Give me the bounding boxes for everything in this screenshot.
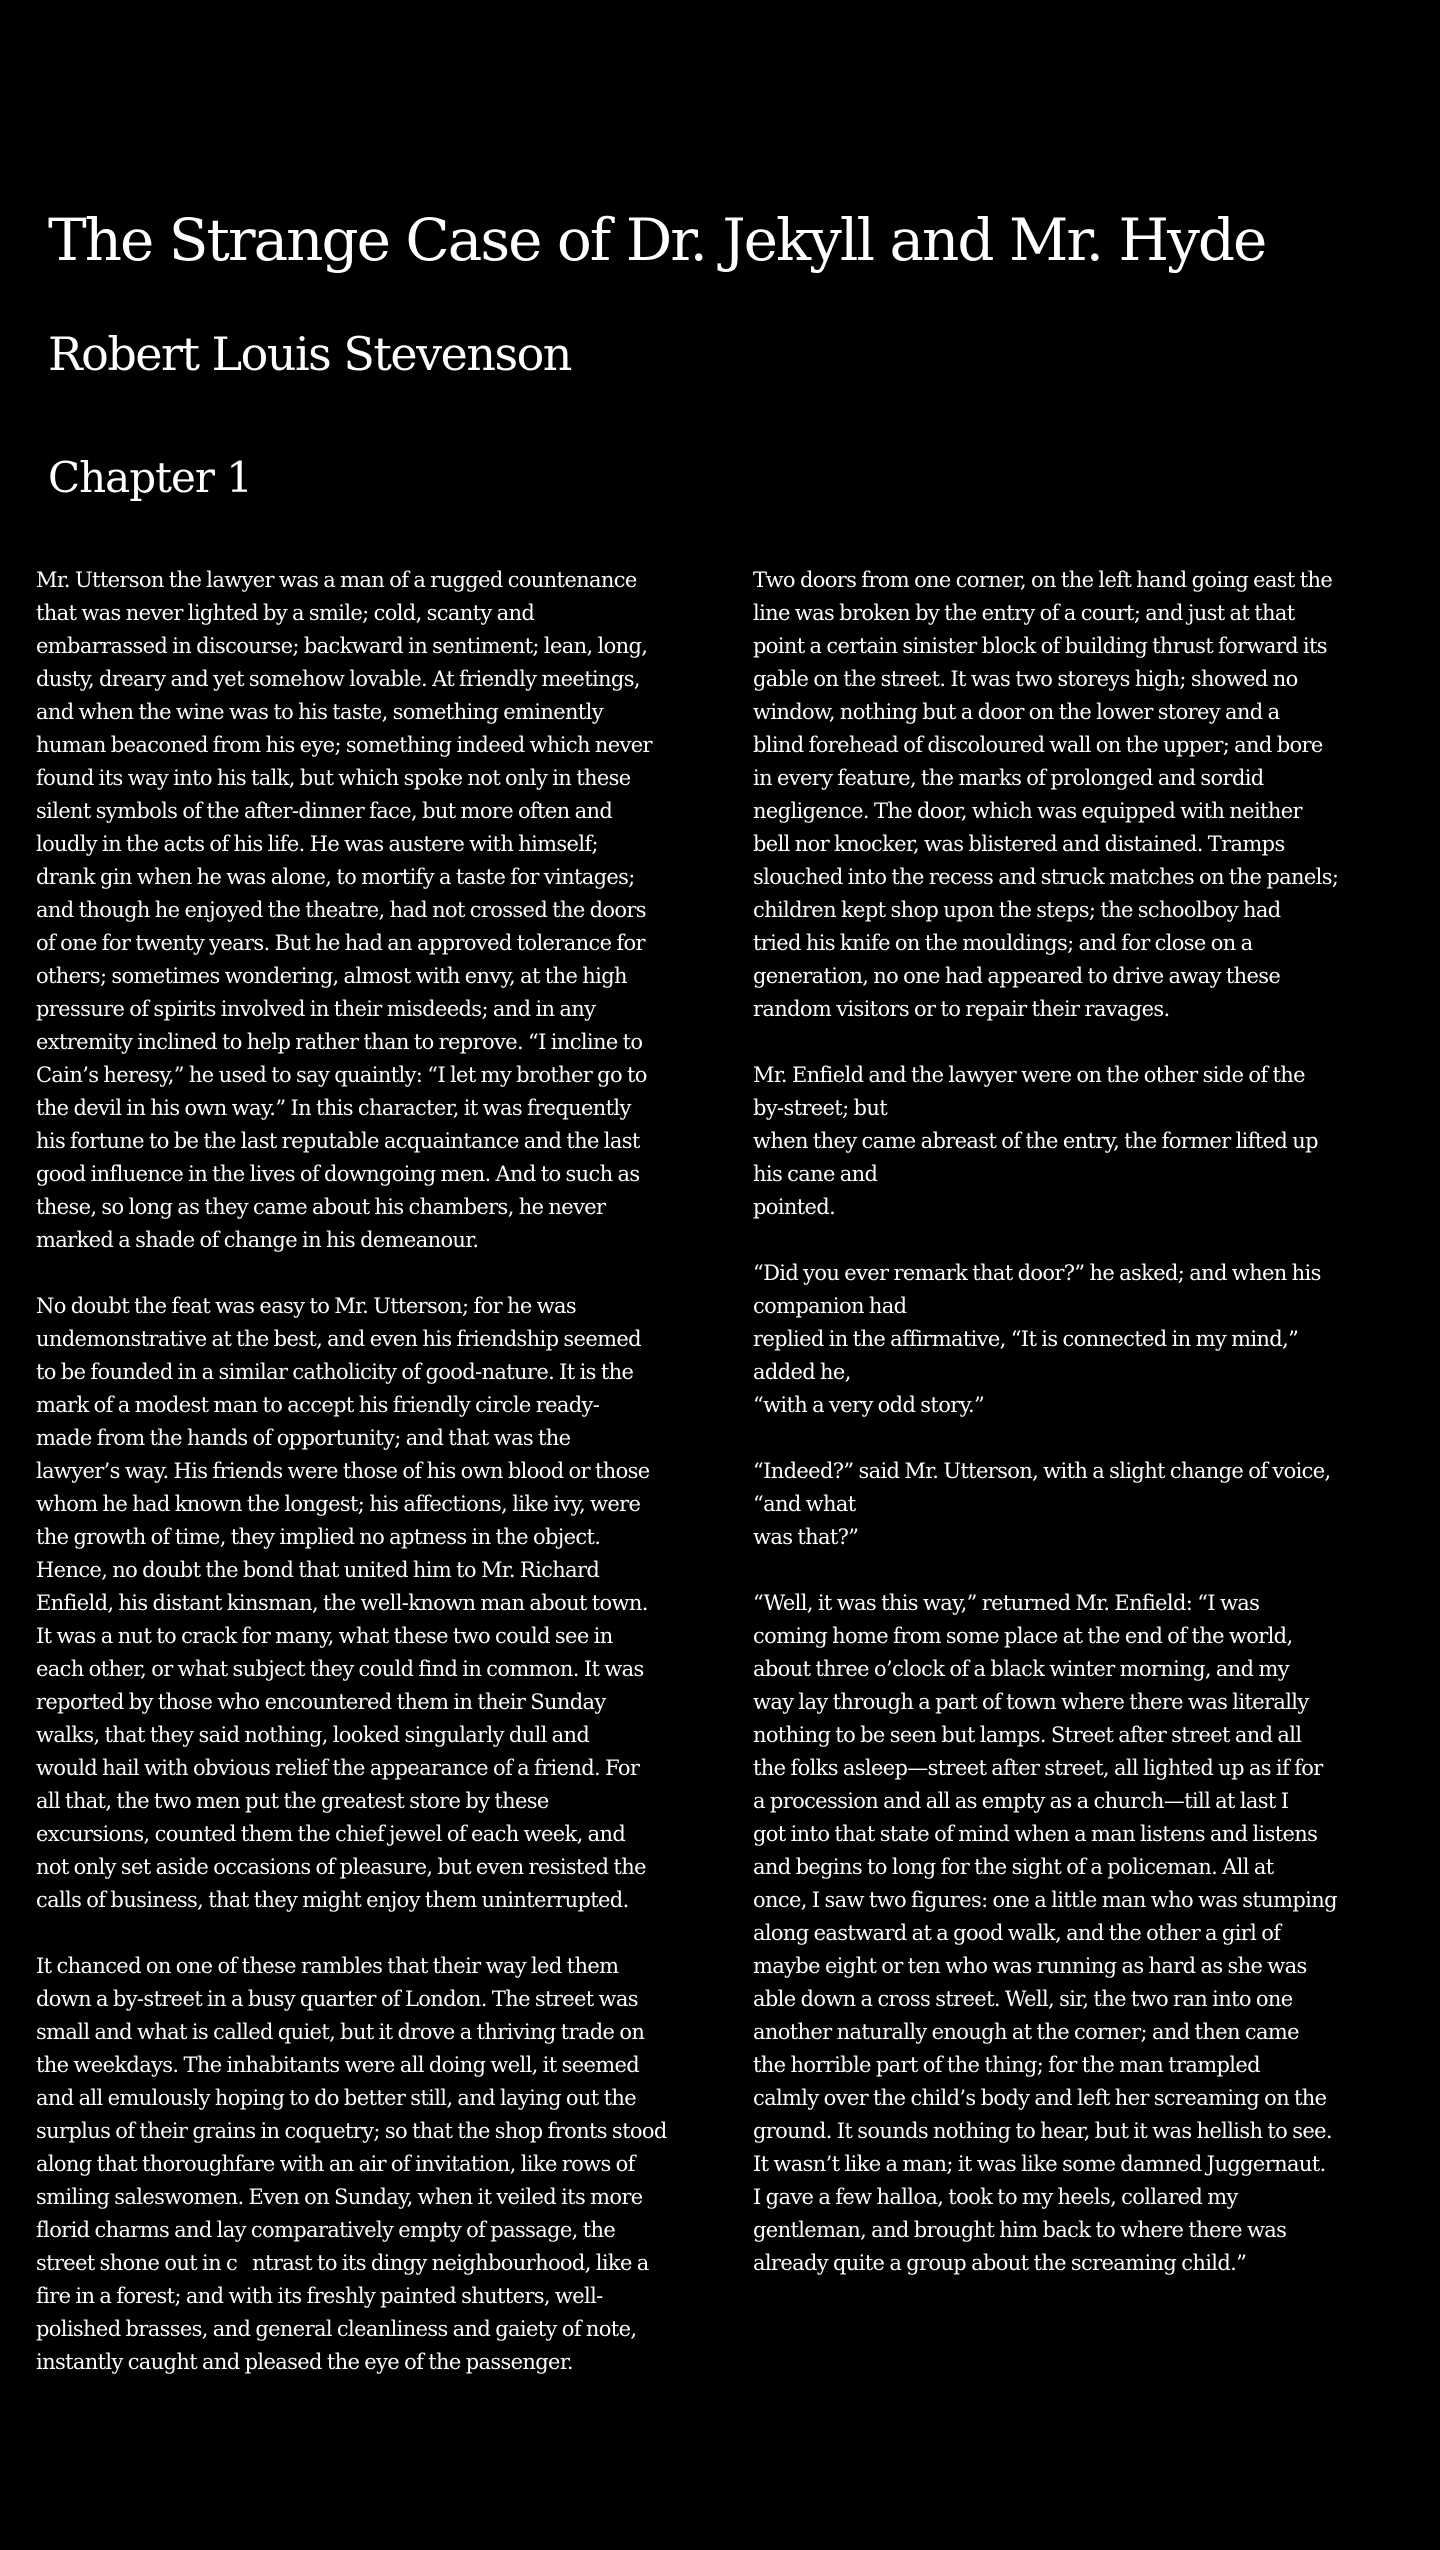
text-line: bell nor knocker, was blistered and distained. Tramps <box>753 832 1285 856</box>
paragraph <box>753 1587 1440 2280</box>
text-line: along eastward at a good walk, and the other a girl of <box>753 1921 1281 1945</box>
text-line: “Well, it was this way,” returned Mr. Enfield: “I was <box>753 1591 1260 1615</box>
text-line: Cain’s heresy,” he used to say quaintly: “I let my brother go to <box>36 1063 647 1087</box>
text-line: street shone out in c ntrast to its dingy neighbourhood, like a <box>36 2251 649 2275</box>
text-line: added he, <box>753 1360 851 1384</box>
text-line: coming home from some place at the end of the world, <box>753 1624 1293 1648</box>
text-line: polished brasses, and general cleanliness and gaiety of note, <box>36 2317 637 2341</box>
text-line: his cane and <box>753 1162 878 1186</box>
text-line: fire in a forest; and with its freshly painted shutters, well- <box>36 2284 603 2308</box>
text-line: the devil in his own way.” In this character, it was frequently <box>36 1096 631 1120</box>
text-line: random visitors or to repair their ravages. <box>753 997 1170 1021</box>
paragraph <box>753 564 1440 1026</box>
text-line: excursions, counted them the chief jewel of each week, and <box>36 1822 626 1846</box>
text-line: calls of business, that they might enjoy them uninterrupted. <box>36 1888 629 1912</box>
text-line: tried his knife on the mouldings; and for close on a <box>753 931 1253 955</box>
text-line: and when the wine was to his taste, something eminently <box>36 700 603 724</box>
text-line: undemonstrative at the best, and even his friendship seemed <box>36 1327 641 1351</box>
text-line: got into that state of mind when a man listens and listens <box>753 1822 1318 1846</box>
text-line: It chanced on one of these rambles that their way led them <box>36 1954 619 1978</box>
text-line: florid charms and lay comparatively empty of passage, the <box>36 2218 616 2242</box>
text-line: about three o’clock of a black winter morning, and my <box>753 1657 1289 1681</box>
text-line: found its way into his talk, but which spoke not only in these <box>36 766 631 790</box>
text-line: the weekdays. The inhabitants were all doing well, it seemed <box>36 2053 640 2077</box>
text-line: silent symbols of the after-dinner face, but more often and <box>36 799 613 823</box>
text-line: nothing to be seen but lamps. Street after street and all <box>753 1723 1302 1747</box>
text-line: marked a shade of change in his demeanour. <box>36 1228 479 1252</box>
text-line: his fortune to be the last reputable acquaintance and the last <box>36 1129 640 1153</box>
text-line: “with a very odd story.” <box>753 1393 985 1417</box>
chapter-heading: Chapter 1 <box>48 453 252 502</box>
text-line: Mr. Utterson the lawyer was a man of a rugged countenance <box>36 568 637 592</box>
text-line: maybe eight or ten who was running as hard as she was <box>753 1954 1307 1978</box>
paragraph <box>753 1257 1440 1422</box>
right-text-column <box>753 564 1440 2313</box>
text-line: walks, that they said nothing, looked singularly dull and <box>36 1723 590 1747</box>
text-line: It wasn’t like a man; it was like some damned Juggernaut. <box>753 2152 1326 2176</box>
text-line: “and what <box>753 1492 856 1516</box>
text-line: by-street; but <box>753 1096 888 1120</box>
text-line: to be founded in a similar catholicity of good-nature. It is the <box>36 1360 634 1384</box>
text-line: along that thoroughfare with an air of invitation, like rows of <box>36 2152 635 2176</box>
paragraph <box>753 1455 1440 1554</box>
text-line: small and what is called quiet, but it drove a thriving trade on <box>36 2020 645 2044</box>
book-title: The Strange Case of Dr. Jekyll and Mr. Hyde <box>48 206 1266 274</box>
text-line: and begins to long for the sight of a policeman. All at <box>753 1855 1274 1879</box>
text-line: the horrible part of the thing; for the man trampled <box>753 2053 1260 2077</box>
text-line: lawyer’s way. His friends were those of his own blood or those <box>36 1459 650 1483</box>
text-line: pointed. <box>753 1195 836 1219</box>
text-line: window, nothing but a door on the lower storey and a <box>753 700 1280 724</box>
text-line: not only set aside occasions of pleasure, but even resisted the <box>36 1855 646 1879</box>
text-line: and though he enjoyed the theatre, had not crossed the doors <box>36 898 646 922</box>
text-line: another naturally enough at the corner; and then came <box>753 2020 1299 2044</box>
text-line: able down a cross street. Well, sir, the two ran into one <box>753 1987 1293 2011</box>
left-text-column <box>36 564 724 2412</box>
text-line: “Indeed?” said Mr. Utterson, with a slight change of voice, <box>753 1459 1331 1483</box>
text-line: smiling saleswomen. Even on Sunday, when it veiled its more <box>36 2185 643 2209</box>
text-line: in every feature, the marks of prolonged and sordid <box>753 766 1264 790</box>
text-line: all that, the two men put the greatest store by these <box>36 1789 549 1813</box>
text-line: Mr. Enfield and the lawyer were on the other side of the <box>753 1063 1305 1087</box>
paragraph <box>36 564 724 1257</box>
text-line: of one for twenty years. But he had an approved tolerance for <box>36 931 645 955</box>
text-line: pressure of spirits involved in their misdeeds; and in any <box>36 997 596 1021</box>
text-line: extremity inclined to help rather than to reprove. “I incline to <box>36 1030 643 1054</box>
text-line: Enfield, his distant kinsman, the well-known man about town. <box>36 1591 648 1615</box>
text-line: would hail with obvious relief the appearance of a friend. For <box>36 1756 640 1780</box>
text-line: made from the hands of opportunity; and that was the <box>36 1426 571 1450</box>
text-line: ground. It sounds nothing to hear, but it was hellish to see. <box>753 2119 1332 2143</box>
text-line: “Did you ever remark that door?” he asked; and when his <box>753 1261 1321 1285</box>
text-line: reported by those who encountered them in their Sunday <box>36 1690 606 1714</box>
text-line: Hence, no doubt the bond that united him to Mr. Richard <box>36 1558 600 1582</box>
text-line: surplus of their grains in coquetry; so that the shop fronts stood <box>36 2119 667 2143</box>
text-line: children kept shop upon the steps; the schoolboy had <box>753 898 1281 922</box>
text-line: Two doors from one corner, on the left hand going east the <box>753 568 1333 592</box>
text-line: each other, or what subject they could find in common. It was <box>36 1657 644 1681</box>
text-line: the folks asleep—street after street, all lighted up as if for <box>753 1756 1323 1780</box>
text-line: negligence. The door, which was equipped with neither <box>753 799 1302 823</box>
paragraph <box>36 1290 724 1917</box>
text-line: point a certain sinister block of building thrust forward its <box>753 634 1327 658</box>
paragraph <box>36 1950 724 2379</box>
text-line: good influence in the lives of downgoing men. And to such as <box>36 1162 640 1186</box>
text-line: companion had <box>753 1294 907 1318</box>
text-line: a procession and all as empty as a church—till at last I <box>753 1789 1289 1813</box>
text-line: way lay through a part of town where there was literally <box>753 1690 1309 1714</box>
text-line: instantly caught and pleased the eye of the passenger. <box>36 2350 573 2374</box>
text-line: embarrassed in discourse; backward in sentiment; lean, long, <box>36 634 648 658</box>
text-line: once, I saw two figures: one a little man who was stumping <box>753 1888 1337 1912</box>
text-line: whom he had known the longest; his affections, like ivy, were <box>36 1492 641 1516</box>
text-line: mark of a modest man to accept his friendly circle ready- <box>36 1393 600 1417</box>
text-line: generation, no one had appeared to drive away these <box>753 964 1281 988</box>
text-line: the growth of time, they implied no aptness in the object. <box>36 1525 601 1549</box>
text-line: calmly over the child’s body and left her screaming on the <box>753 2086 1327 2110</box>
text-line: was that?” <box>753 1525 859 1549</box>
text-line: already quite a group about the screaming child.” <box>753 2251 1247 2275</box>
text-line: loudly in the acts of his life. He was austere with himself; <box>36 832 598 856</box>
text-line: gable on the street. It was two storeys high; showed no <box>753 667 1298 691</box>
text-line: human beaconed from his eye; something indeed which never <box>36 733 652 757</box>
book-author: Robert Louis Stevenson <box>48 327 571 381</box>
text-line: gentleman, and brought him back to where there was <box>753 2218 1287 2242</box>
text-line: No doubt the feat was easy to Mr. Utterson; for he was <box>36 1294 576 1318</box>
text-line: I gave a few halloa, took to my heels, collared my <box>753 2185 1238 2209</box>
text-line: and all emulously hoping to do better still, and laying out the <box>36 2086 637 2110</box>
text-line: these, so long as they came about his chambers, he never <box>36 1195 606 1219</box>
text-line: replied in the affirmative, “It is connected in my mind,” <box>753 1327 1299 1351</box>
text-line: blind forehead of discoloured wall on the upper; and bore <box>753 733 1323 757</box>
text-line: that was never lighted by a smile; cold, scanty and <box>36 601 535 625</box>
text-line: line was broken by the entry of a court; and just at that <box>753 601 1295 625</box>
paragraph <box>753 1059 1440 1224</box>
text-line: drank gin when he was alone, to mortify a taste for vintages; <box>36 865 635 889</box>
text-line: when they came abreast of the entry, the former lifted up <box>753 1129 1318 1153</box>
text-line: others; sometimes wondering, almost with envy, at the high <box>36 964 627 988</box>
text-line: dusty, dreary and yet somehow lovable. At friendly meetings, <box>36 667 640 691</box>
text-line: It was a nut to crack for many, what these two could see in <box>36 1624 613 1648</box>
text-line: slouched into the recess and struck matches on the panels; <box>753 865 1339 889</box>
text-line: down a by-street in a busy quarter of London. The street was <box>36 1987 638 2011</box>
